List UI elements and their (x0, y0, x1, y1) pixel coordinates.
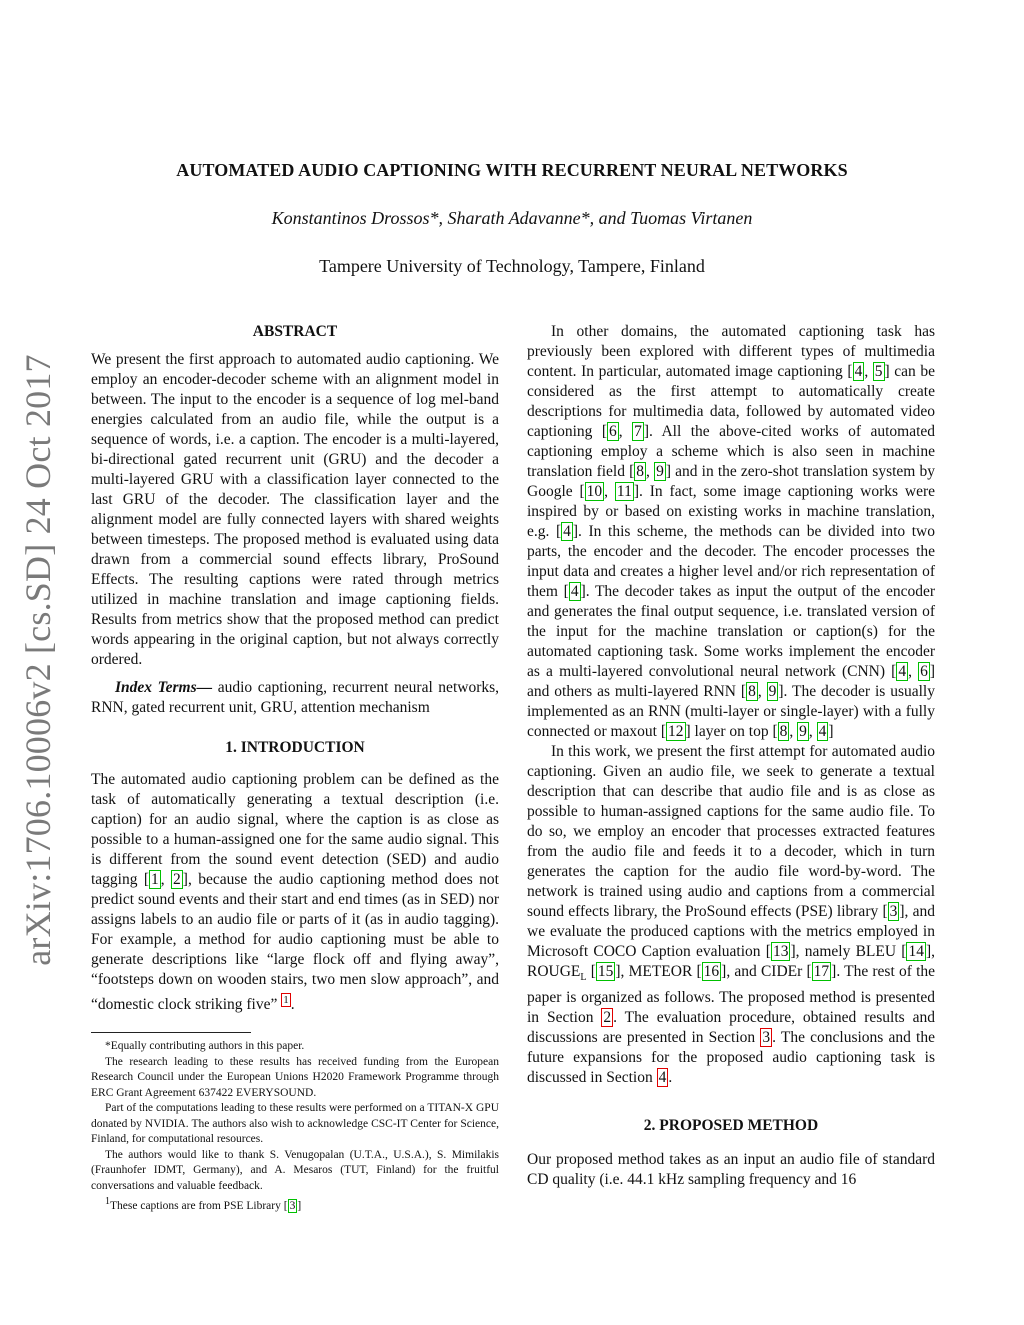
citation-link[interactable]: 8 (779, 723, 788, 740)
section-link[interactable]: 3 (762, 1029, 771, 1047)
citation-link[interactable]: 3 (889, 903, 898, 920)
citation-link[interactable]: 4 (818, 723, 827, 740)
citation-link[interactable]: 12 (668, 723, 684, 740)
citation-link[interactable]: 7 (634, 423, 642, 440)
intro-heading: 1. INTRODUCTION (225, 739, 365, 756)
arxiv-sidebar (12, 354, 64, 966)
citation-link[interactable]: 15 (597, 963, 614, 980)
right-column (527, 322, 935, 1190)
citation-link[interactable]: 4 (854, 363, 863, 380)
footnote-equal-contribution: *Equally contributing authors in this paper. (105, 1040, 305, 1052)
paper-title: AUTOMATED AUDIO CAPTIONING WITH RECURRENT NEURAL NETWORKS (176, 160, 848, 180)
arxiv-id: arXiv:1706.10006v2 [cs.SD] 24 Oct 2017 (18, 354, 58, 966)
citation-link[interactable]: 13 (772, 943, 789, 960)
intro-paragraph: The automated audio captioning problem can be defined as the task of automatically generating a textual description (i.e. caption) for an audio signal, where the caption is as close as possible to a human-assigned one for the same audio signal. This is different from the sound event detection (SED) and audio tagging [ 1 , 2 ], because the audio captioning method does not predict sound events and their start and end times (as in SED) nor assigns labels to an audio file or parts of it (as in audio tagging). For example, a method for audio captioning must be able to generate descriptions like “large flock off and flying away”, “footsteps down on wooden stairs, two men slow approach”, and “domestic clock striking five” $^1$ . (91, 771, 499, 1014)
citation-link[interactable]: 2 (173, 871, 181, 888)
left-column (91, 322, 499, 1015)
index-terms (91, 678, 499, 718)
this-work-paragraph: In this work, we present the first attempt for automated audio captioning. Given an audio file, we seek to generate a textual description that can describe that audio file and is as close as possible to human-assigned captions for the same audio file. To do so, we employ an encoder that processes extracted features from the audio file and feeds it to a decoder, which in turn generates the caption for the audio file word-by-word. The network is trained using audio and captions from a commercial sound effects library, the ProSound effects (PSE) library [ 3 ], and we evaluate the produced captions with the metrics employed in Microsoft COCO Caption evaluation [ 13 ], namely BLEU [ 14 ], $ROUGE_L$ [ 15 ], METEOR [ 16 ], and CIDEr [ 17 ]. The rest of the paper is organized as follows. The proposed method is presented in Section 2 . The evaluation procedure, obtained results and discussions are presented in Section 3 . The conclusions and the future expansions for the proposed audio captioning task is discussed in Section 4 . (527, 743, 936, 1087)
footnote-computation: Part of the computations leading to these results were performed on a TITAN-X GPU donated by NVIDIA. The authors also wish to acknowledge CSC-IT Center for Science, Finland, for computational resources. (91, 1102, 499, 1145)
abstract-text: We present the first approach to automated audio captioning. We employ an encoder-decoder scheme with an alignment model in between. The input to the encoder is a sequence of log mel-band energies calculated from an audio file, while the output is a sequence of words, i.e. a caption. The encoder is a multi-layered, bi-directional gated recurrent unit (GRU) and the decoder a multi-layered GRU with a classification layer connected to the last GRU of the decoder. The classification layer and the alignment model are fully connected layers with shared weights between timesteps. The proposed method is evaluated using data drawn from a commercial sound effects library, ProSound Effects. The resulting captions were rated through metrics utilized in machine translation and image captioning fields. Results from metrics show that the proposed method can predict words appearing in the original caption, but not always correctly ordered. (91, 351, 499, 668)
affiliation: Tampere University of Technology, Tampere, Finland (319, 256, 705, 276)
index-terms-label: Index Terms— (115, 679, 213, 696)
citation-link[interactable]: 17 (813, 963, 830, 980)
footnote-1: $^1$These captions are from PSE Library [ 3 ] (105, 1196, 302, 1212)
footnote-thanks: The authors would like to thank S. Venugopalan (U.T.A., U.S.A.), S. Mimilakis (Fraunhofer IDMT, Germany), and A. Mesaros (TUT, Finland) for the fruitful conversations and valuable feedback. (91, 1148, 499, 1192)
citation-link[interactable]: 3 (289, 1199, 296, 1212)
citation-link[interactable]: 11 (616, 483, 632, 500)
section-link[interactable]: 2 (603, 1009, 612, 1027)
citation-link[interactable]: 8 (636, 463, 645, 480)
section-link[interactable]: 4 (658, 1069, 667, 1087)
citation-link[interactable]: 14 (908, 943, 924, 960)
footnote-funding: The research leading to these results has received funding from the European Research Council under the European Unions H2020 Framework Programme through ERC Grant Agreement 637422 EVERYSOUND. (91, 1055, 499, 1099)
citation-link[interactable]: 4 (563, 523, 571, 540)
citation-link[interactable]: 4 (898, 663, 907, 680)
footnote-rule (91, 1032, 251, 1033)
citation-link[interactable]: 9 (656, 463, 664, 480)
citation-link[interactable]: 9 (799, 723, 807, 740)
citation-link[interactable]: 1 (151, 871, 159, 888)
citation-link[interactable]: 6 (920, 663, 928, 680)
abstract-heading: ABSTRACT (252, 323, 338, 340)
footnote-link[interactable]: 1 (283, 994, 289, 1006)
footnotes (91, 1032, 499, 1214)
citation-link[interactable]: 4 (570, 583, 579, 600)
citation-link[interactable]: 10 (586, 483, 603, 500)
citation-link[interactable]: 6 (609, 423, 617, 440)
citation-link[interactable]: 9 (768, 683, 777, 700)
citation-link[interactable]: 16 (703, 963, 720, 980)
related-work-paragraph: In other domains, the automated captioning task has previously been explored with different types of multimedia content. In particular, automated image captioning [ 4 , 5 ] can be considered as the first attempt to automatically create descriptions for multimedia data, followed by automated video captioning [ 6 , 7 ]. All the above-cited works of automated captioning employ a scheme which is also seen in machine translation field [ 8 , 9 ] and in the zero-shot translation system by Google [ 10 , 11 ]. In fact, some image captioning works were inspired by or based on existing works in machine translation, e.g. [ 4 ]. In this scheme, the methods can be divided into two parts, the encoder and the decoder. The encoder processes the input data and creates a higher level and/or rich representation of them [ 4 ]. The decoder takes as input the output of the encoder and generates the final output sequence, i.e. translated version of the input for the machine translation or caption(s) for the automated captioning task. Some works implement the encoder as a multi-layered convolutional neural network (CNN) [ 4 , 6 ] and others as multi-layered RNN [ 8 , 9 ]. The decoder is usually implemented as an RNN (multi-layer or single-layer) with a fully connected or maxout [ 12 ] layer on top [ 8 , 9 , 4 ] (527, 323, 936, 740)
method-paragraph: Our proposed method takes as an input an audio file of standard CD quality (i.e. 44.1 kHz sampling frequency and 16 (527, 1151, 935, 1189)
method-heading: 2. PROPOSED METHOD (643, 1117, 819, 1135)
citation-link[interactable]: 8 (748, 683, 756, 700)
author-list: Konstantinos Drossos*, Sharath Adavanne*, and Tuomas Virtanen (271, 208, 753, 228)
citation-link[interactable]: 5 (874, 363, 883, 380)
index-terms-text: audio captioning, recurrent neural networks, RNN, gated recurrent unit, GRU, attention mechanism (91, 679, 500, 716)
